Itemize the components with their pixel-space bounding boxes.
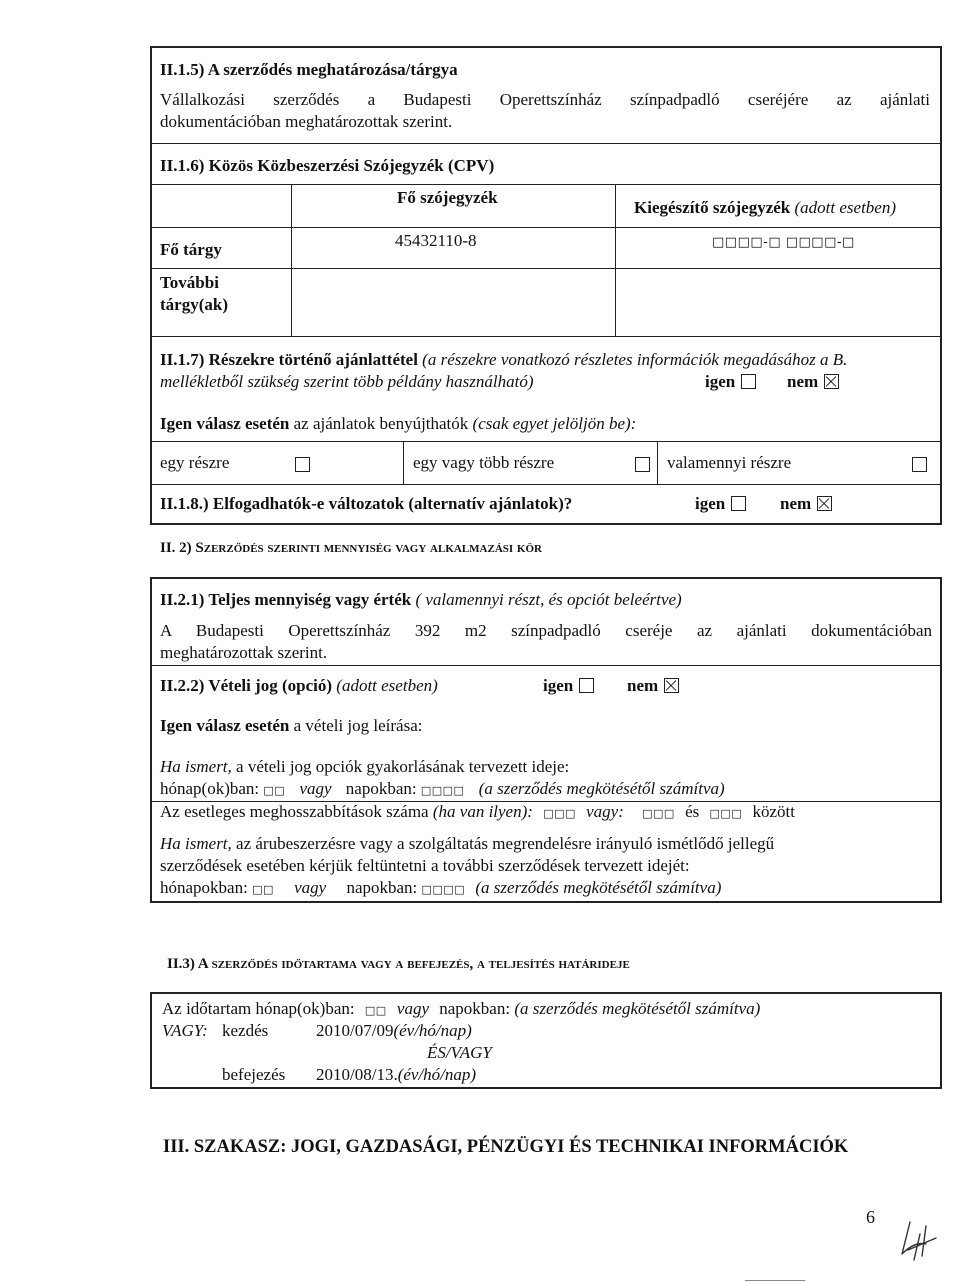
page-number: 6 (866, 1207, 875, 1227)
heading-iii: III. SZAKASZ: JOGI, GAZDASÁGI, PÉNZÜGYI ÉS TECHNIKAI INFORMÁCIÓK (163, 1137, 849, 1157)
option-egy-reszre-checkbox[interactable] (295, 457, 310, 472)
ii-2-2-ha-ismert-2-line2: szerződések esetében kérjük feltüntetni a további szerződések tervezett idejét: (160, 856, 690, 875)
cpv-table-col1 (291, 184, 292, 336)
ii-2-2-ha-ismert-2 (160, 834, 774, 854)
vagy-colon-label: vagy: (586, 802, 624, 821)
option-egy-vagy-tobb-label: egy vagy több részre (413, 453, 555, 472)
ii-1-8-yes-option (695, 494, 746, 514)
meghossz-boxes[interactable]: □□□ (543, 807, 576, 820)
honap-boxes[interactable]: □□ (263, 784, 286, 797)
ii-1-5-text-line1: Vállalkozási szerződés a Budapesti Operettszínház színpadpadló cseréjére az ajánlati (160, 90, 930, 109)
ii-2-2-honapokban-line (160, 878, 721, 898)
ha-ismert-text: az árubeszerzésre vagy a szolgáltatás megrendelésre irányuló ismétlődő jellegű (236, 834, 775, 853)
cpv-row-main-supp-code: □□□□-□ □□□□-□ (712, 235, 855, 250)
ii-1-8-no-option (780, 494, 832, 514)
cpv-table-top (150, 184, 942, 185)
ha-ismert-italic: Ha ismert, (160, 834, 232, 853)
vagy-label: vagy (396, 999, 429, 1018)
cpv-row-more-label-1: További (160, 273, 219, 292)
ii-1-7-igen-valasz (160, 414, 636, 434)
meghossz-italic: (ha van ilyen): (432, 802, 533, 821)
ii-3-idotartam-line (162, 999, 760, 1019)
ii-1-7-igen-valasz-bold: Igen válasz esetén (160, 414, 290, 433)
cpv-row-main-label: Fő tárgy (160, 240, 222, 259)
idotartam-boxes[interactable]: □□ (364, 1004, 387, 1017)
divider (150, 665, 942, 666)
divider (150, 143, 942, 144)
ii-1-7-yes-checkbox[interactable] (741, 374, 756, 389)
ii-1-5-text-line2: dokumentációban meghatározottak szerint. (160, 112, 453, 131)
ii-2-2-heading-bold: II.2.2) Vételi jog (opció) (160, 676, 333, 695)
cpv-col-supp-header (634, 198, 896, 218)
ii-2-2-honap-line (160, 779, 725, 799)
ii-2-2-igen-valasz-text: a vételi jog leírása: (293, 716, 423, 735)
ii-1-8-yes-checkbox[interactable] (731, 496, 746, 511)
ii-1-7-heading-line2: mellékletből szükség szerint több példány használható) (160, 372, 534, 391)
date-format: (év/hó/nap) (393, 1021, 472, 1040)
heading-ii-1-5: II.1.5) A szerződés meghatározása/tárgya (160, 60, 458, 79)
ii-2-2-yes-option (543, 676, 594, 696)
ii-1-8-yes-label: igen (695, 494, 726, 513)
befejezes-date: 2010/08/13. (316, 1065, 398, 1084)
honapokban-label: hónapokban: (160, 878, 248, 897)
ii-2-1-text-line1: A Budapesti Operettszínház 392 m2 színpadpadló cseréje az ajánlati dokumentációban (160, 621, 932, 640)
szamitva-note: (a szerződés megkötésétől számítva) (475, 878, 722, 897)
kezdes-date: 2010/07/09 (316, 1021, 394, 1040)
heading-ii-2-1 (160, 590, 682, 610)
cpv-col-main-header: Fő szójegyzék (397, 188, 498, 207)
meghossz-text: Az esetleges meghosszabbítások száma (160, 802, 429, 821)
vagy-label: vagy (299, 779, 332, 798)
ii-2-2-meghossz-line (160, 802, 795, 822)
es-label: és (685, 802, 700, 821)
date-format: (év/hó/nap) (397, 1065, 477, 1084)
ii-3-kezdes-label: kezdés (222, 1021, 269, 1040)
ii-2-1-heading-bold: II.2.1) Teljes mennyiség vagy érték (160, 590, 412, 609)
ha-ismert-italic: Ha ismert, (160, 757, 232, 776)
ii-1-7-yes-label: igen (705, 372, 736, 391)
option-egy-vagy-tobb-checkbox[interactable] (635, 457, 650, 472)
option-egy-reszre-label: egy részre (160, 453, 230, 472)
ii-2-1-text-line2: meghatározottak szerint. (160, 643, 328, 662)
cpv-col-supp-label: Kiegészítő szójegyzék (634, 198, 791, 217)
ii-2-2-yes-checkbox[interactable] (579, 678, 594, 693)
ii-2-2-ha-ismert-1 (160, 757, 569, 777)
meghossz-boxes-min[interactable]: □□□ (642, 807, 675, 820)
ii-1-7-no-checkbox-checked[interactable] (824, 374, 839, 389)
cpv-table-col2 (615, 184, 616, 336)
heading-ii-1-8: II.1.8.) Elfogadhatók-e változatok (alternatív ajánlatok)? (160, 494, 573, 513)
divider (150, 336, 942, 337)
ii-3-vagy-label: VAGY: (162, 1021, 208, 1040)
napokban-boxes[interactable]: □□□□ (420, 784, 465, 797)
szamitva-note: (a szerződés megkötésétől számítva) (514, 999, 761, 1018)
option-valamennyi-checkbox[interactable] (912, 457, 927, 472)
ii-1-7-heading-bold: II.1.7) Részekre történő ajánlattétel (160, 350, 418, 369)
szamitva-note: (a szerződés megkötésétől számítva) (478, 779, 725, 798)
option-valamennyi-label: valamennyi részre (667, 453, 792, 472)
ii-2-2-no-option (627, 676, 679, 696)
ii-1-7-no-option (787, 372, 839, 392)
napokban-label: napokban: (439, 999, 511, 1018)
kozott-label: között (752, 802, 795, 821)
ii-2-2-no-checkbox-checked[interactable] (664, 678, 679, 693)
ii-2-2-yes-label: igen (543, 676, 574, 695)
idotartam-label: Az időtartam hónap(ok)ban: (162, 999, 355, 1018)
ii-1-8-no-checkbox-checked[interactable] (817, 496, 832, 511)
cpv-row-more-label-2: tárgy(ak) (160, 295, 228, 314)
cpv-table-row1 (150, 227, 942, 228)
heading-ii-2-2 (160, 676, 438, 696)
ha-ismert-text: a vételi jog opciók gyakorlásának tervezett ideje: (236, 757, 570, 776)
ii-3-befejezes-label: befejezés (222, 1065, 286, 1084)
cpv-table-row2 (150, 268, 942, 269)
ii-2-2-igen-valasz-bold: Igen válasz esetén (160, 716, 290, 735)
ii-1-7-igen-valasz-italic: (csak egyet jelöljön be): (472, 414, 637, 433)
heading-ii-1-6: II.1.6) Közös Közbeszerzési Szójegyzék (CPV) (160, 156, 495, 175)
honapokban-boxes[interactable]: □□ (252, 883, 274, 896)
napokban-boxes[interactable]: □□□□ (421, 883, 466, 896)
ii-1-7-igen-valasz-text: az ajánlatok benyújthatók (293, 414, 469, 433)
honap-label: hónap(ok)ban: (160, 779, 260, 798)
meghossz-boxes-max[interactable]: □□□ (709, 807, 743, 820)
cpv-col-supp-note: (adott esetben) (794, 198, 896, 217)
ii-3-kezdes-value (316, 1021, 472, 1041)
divider (150, 441, 942, 442)
parts-col1 (403, 441, 404, 484)
heading-ii-2: II. 2) Szerződés szerinti mennyiség vagy alkalmazási kör (160, 540, 542, 556)
cpv-row-main-code: 45432110-8 (395, 231, 477, 250)
divider (150, 484, 942, 485)
napokban-label: napokban: (345, 779, 417, 798)
ii-1-7-yes-option (705, 372, 756, 392)
ii-2-2-no-label: nem (627, 676, 659, 695)
ii-2-2-igen-valasz (160, 716, 423, 736)
napokban-label: napokban: (346, 878, 418, 897)
ii-1-8-no-label: nem (780, 494, 812, 513)
ii-2-1-heading-italic: ( valamennyi részt, és opciót beleértve) (415, 590, 682, 609)
ii-3-es-vagy: ÉS/VAGY (427, 1043, 492, 1062)
ii-2-2-heading-italic: (adott esetben) (336, 676, 438, 695)
parts-col2 (657, 441, 658, 484)
ii-1-7-heading-italic: (a részekre vonatkozó részletes információk megadásához a B. (422, 350, 848, 369)
heading-ii-1-7 (160, 350, 847, 370)
heading-ii-3: II.3) A szerződés időtartama vagy a befejezés, a teljesítés határideje (167, 956, 630, 972)
handwritten-initials-icon (896, 1216, 940, 1266)
ii-1-7-no-label: nem (787, 372, 819, 391)
ii-3-befejezes-value (316, 1065, 476, 1085)
scan-artifact-line (745, 1280, 805, 1281)
vagy-label: vagy (294, 878, 327, 897)
